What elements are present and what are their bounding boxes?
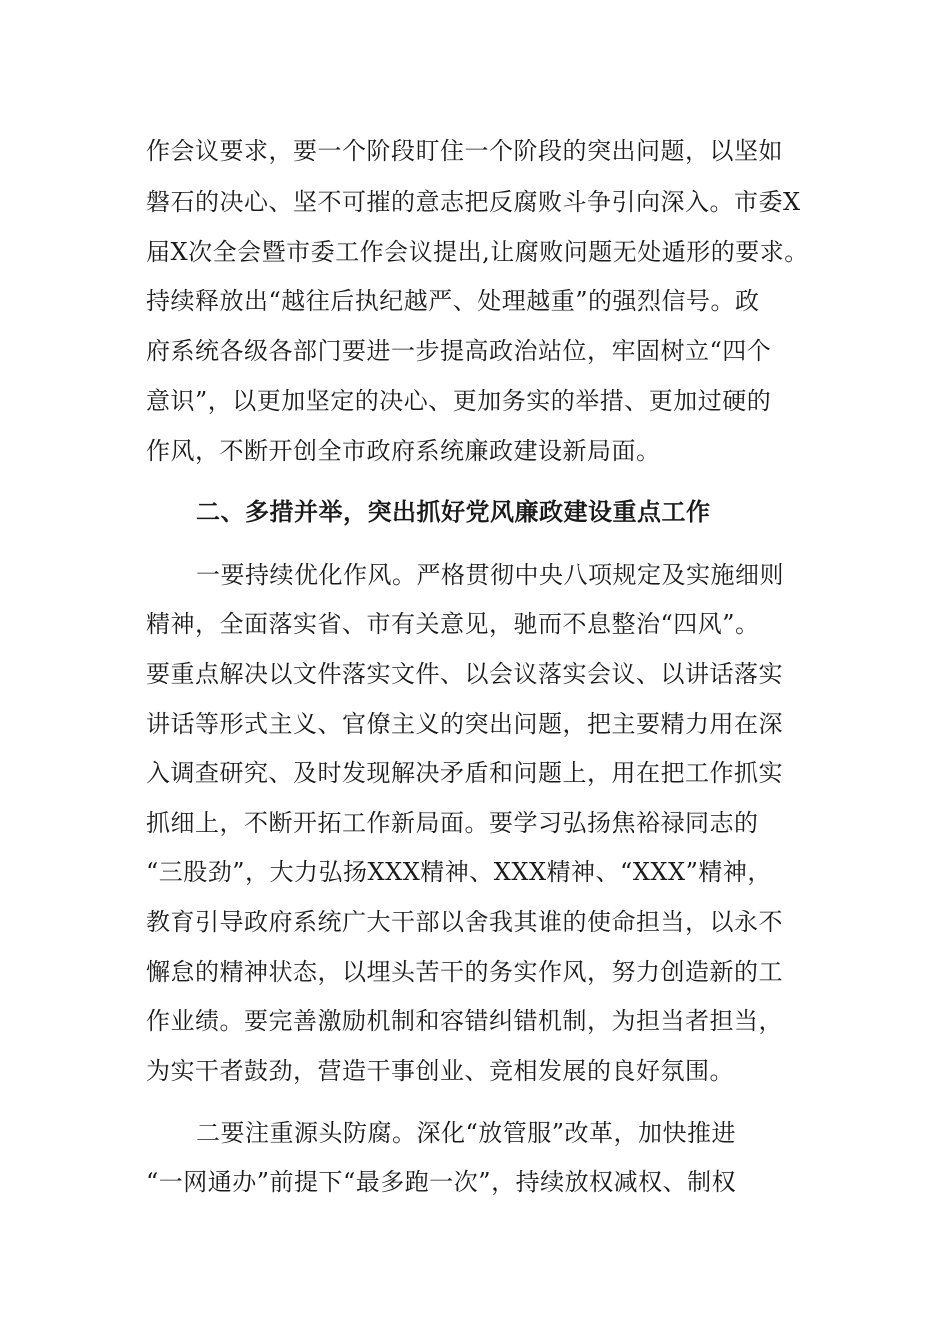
text-line: “三股劲”，大力弘扬XXX精神、XXX精神、“XXX”精神， xyxy=(146,858,772,886)
text-line: 二要注重源头防腐。深化“放管服”改革，加快推进 xyxy=(196,1119,737,1147)
text-line: 为实干者鼓劲，营造干事创业、竞相发展的良好氛围。 xyxy=(146,1057,734,1085)
text-line: 届X次全会暨市委工作会议提出,让腐败问题无处遁形的要求。 xyxy=(146,238,809,266)
text-line: 磐石的决心、坚不可摧的意志把反腐败斗争引向深入。市委X xyxy=(146,188,801,216)
text-line: 作会议要求，要一个阶段盯住一个阶段的突出问题，以坚如 xyxy=(146,137,783,165)
text-line: 精神，全面落实省、市有关意见，驰而不息整治“四风”。 xyxy=(146,610,760,638)
text-line: 持续释放出“越往后执纪越严、处理越重”的强烈信号。政 xyxy=(146,287,760,315)
text-line: 入调查研究、及时发现解决矛盾和问题上，用在把工作抓实 xyxy=(146,759,783,787)
text-line: 抓细上，不断开拓工作新局面。要学习弘扬焦裕禄同志的 xyxy=(146,809,759,837)
text-line: 府系统各级各部门要进一步提高政治站位，牢固树立“四个 xyxy=(146,337,772,365)
text-line: 讲话等形式主义、官僚主义的突出问题，把主要精力用在深 xyxy=(146,710,783,738)
text-line: 作业绩。要完善激励机制和容错纠错机制，为担当者担当， xyxy=(146,1007,783,1035)
text-line: 要重点解决以文件落实文件、以会议落实会议、以讲话落实 xyxy=(146,660,783,688)
text-line: 意识”，以更加坚定的决心、更加务实的举措、更加过硬的 xyxy=(146,387,772,415)
text-line: 教育引导政府系统广大干部以舍我其谁的使命担当，以永不 xyxy=(146,908,783,936)
text-line: “一网通办”前提下“最多跑一次”，持续放权减权、制权 xyxy=(146,1168,737,1196)
text-line: 一要持续优化作风。严格贯彻中央八项规定及实施细则 xyxy=(196,561,784,589)
text-line: 懈怠的精神状态，以埋头苦干的务实作风，努力创造新的工 xyxy=(146,958,783,986)
text-line: 作风，不断开创全市政府系统廉政建设新局面。 xyxy=(146,437,661,465)
section-heading: 二、多措并举，突出抓好党风廉政建设重点工作 xyxy=(196,497,711,526)
